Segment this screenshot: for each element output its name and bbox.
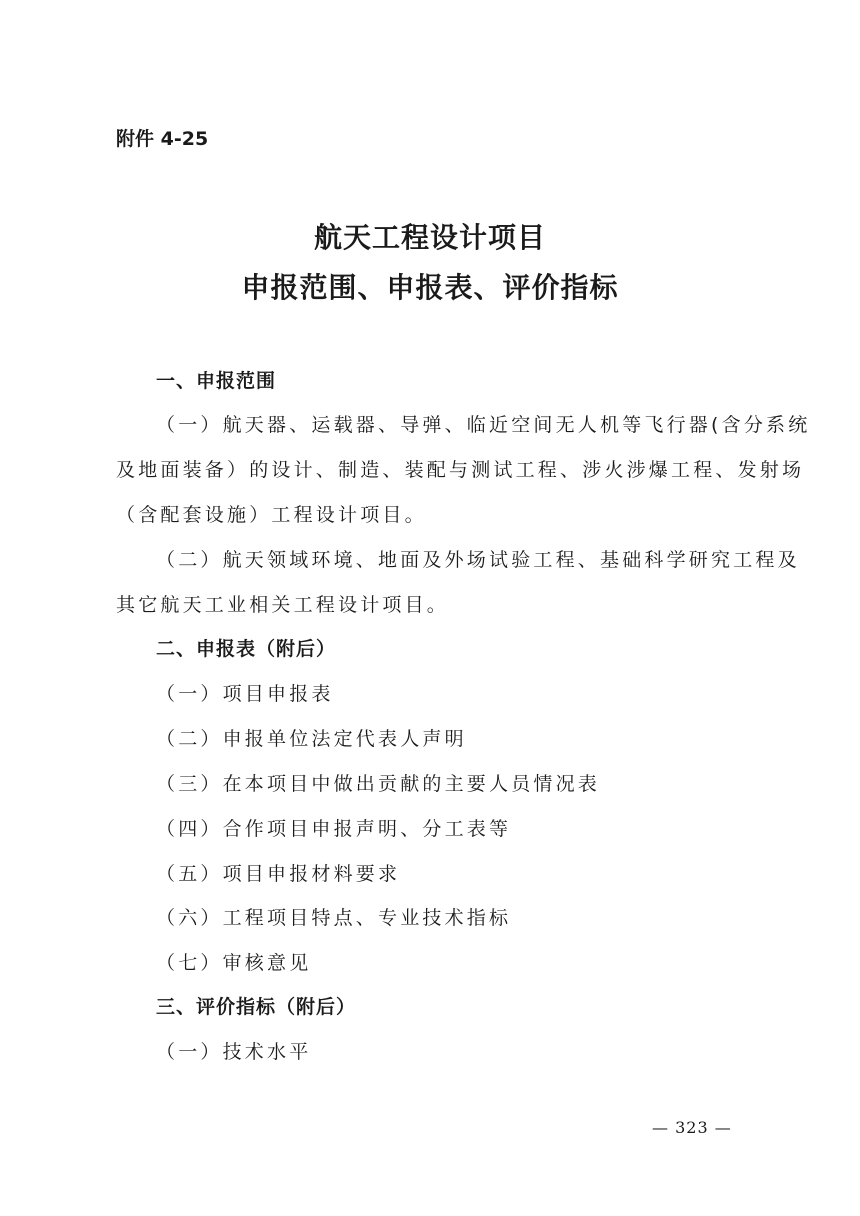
document-title-line-1: 航天工程设计项目: [313, 221, 546, 254]
section-2-heading: 二、申报表（附后）: [156, 638, 337, 660]
section-1-paragraph-1-line-1: （一）航天器、运载器、导弹、临近空间无人机等飞行器(含分系统: [156, 414, 811, 436]
section-2-item: （一）项目申报表: [156, 683, 334, 705]
section-1-heading: 一、申报范围: [156, 370, 277, 392]
page-number: — 323 —: [652, 1118, 732, 1137]
section-2-item: （六）工程项目特点、专业技术指标: [156, 907, 512, 929]
section-2-item: （四）合作项目申报声明、分工表等: [156, 818, 512, 840]
document-title-line-2: 申报范围、申报表、评价指标: [241, 271, 619, 304]
section-3-item: （一）技术水平: [156, 1041, 312, 1063]
section-2-item: （二）申报单位法定代表人声明: [156, 728, 467, 750]
section-1-paragraph-1-line-2: 及地面装备）的设计、制造、装配与测试工程、涉火涉爆工程、发射场: [116, 459, 805, 481]
section-1-paragraph-2-line-2: 其它航天工业相关工程设计项目。: [116, 594, 450, 616]
section-3-heading: 三、评价指标（附后）: [156, 996, 357, 1018]
section-1-paragraph-2-line-1: （二）航天领域环境、地面及外场试验工程、基础科学研究工程及: [156, 549, 800, 571]
section-2-item: （五）项目申报材料要求: [156, 863, 401, 885]
section-1-paragraph-1-line-3: （含配套设施）工程设计项目。: [116, 504, 427, 526]
attachment-label: 附件 4-25: [116, 128, 209, 150]
section-2-item: （七）审核意见: [156, 952, 312, 974]
section-2-item: （三）在本项目中做出贡献的主要人员情况表: [156, 773, 601, 795]
